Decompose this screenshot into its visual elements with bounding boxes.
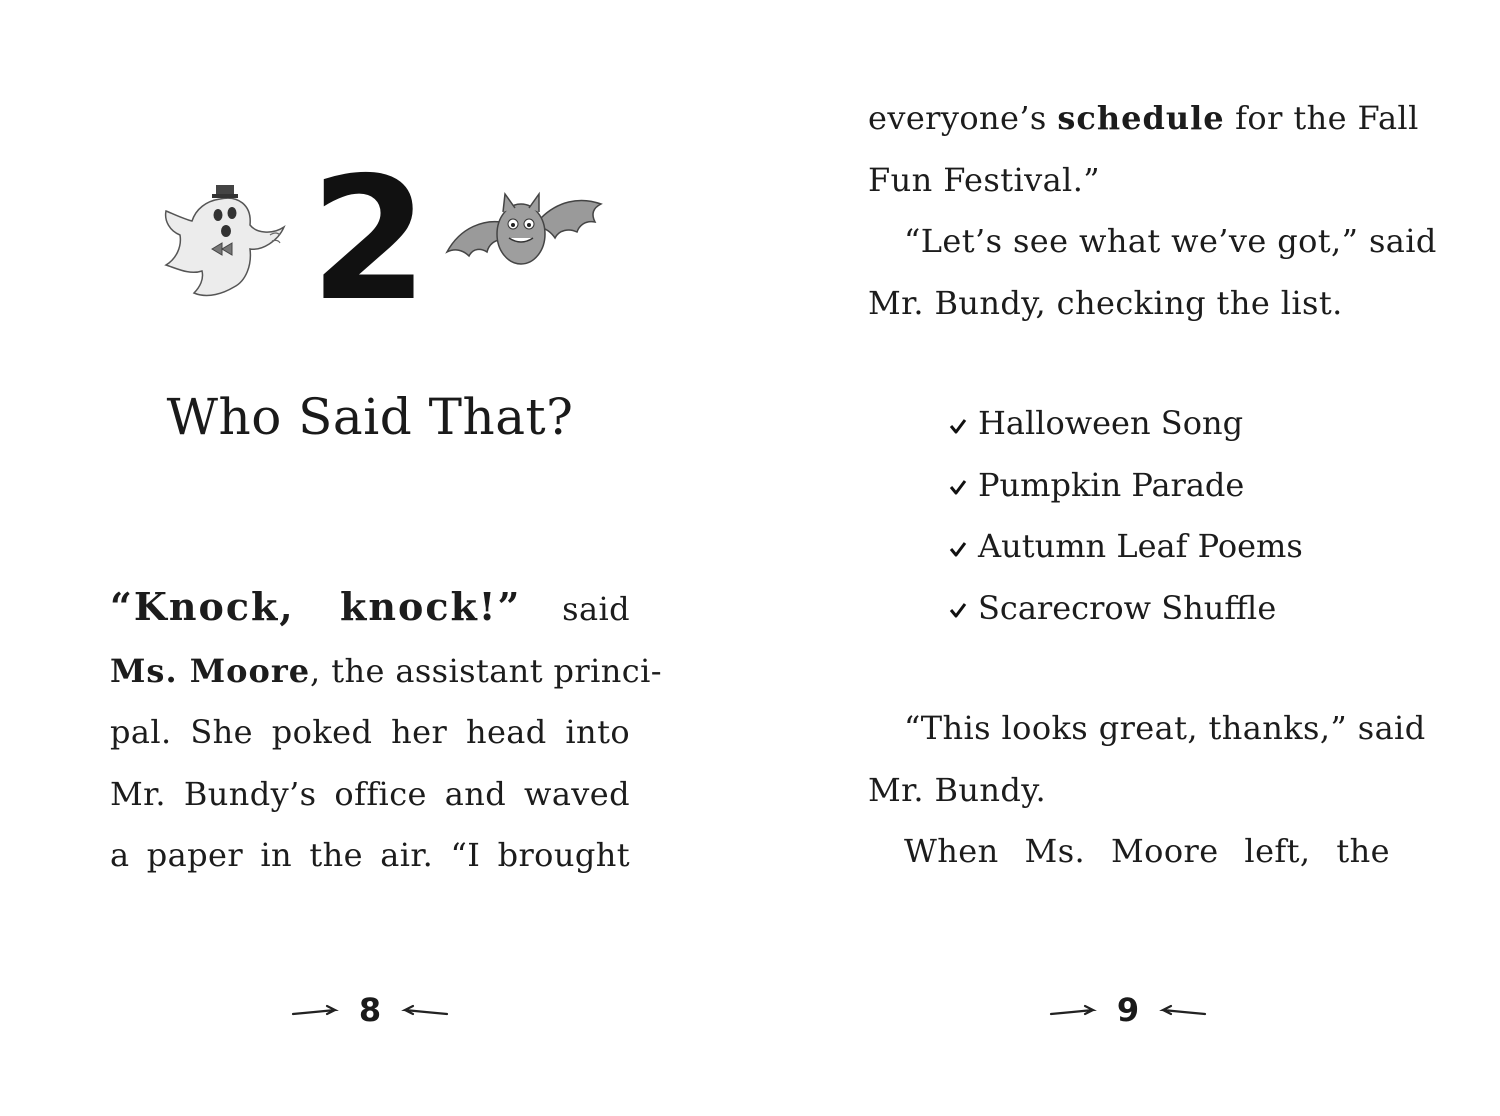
text-line: When Ms. Moore left, the [904, 832, 1390, 870]
list-item-label: Pumpkin Parade [978, 465, 1245, 504]
checkmark-icon [948, 477, 968, 497]
list-item-label: Scarecrow Shuffle [978, 588, 1277, 627]
text-line: Fun Festival.” [868, 160, 1101, 199]
checklist [948, 393, 1303, 639]
chapter-heading [150, 141, 610, 339]
bold-name: Ms. Moore [110, 651, 311, 690]
list-item-label: Autumn Leaf Poems [978, 527, 1303, 565]
list-item [948, 516, 1303, 578]
page-number [1038, 985, 1218, 1035]
checkmark-icon [948, 539, 968, 559]
page-number-text: 9 [1116, 991, 1140, 1029]
bold-word: schedule [1057, 99, 1225, 137]
list-item-label: Halloween Song [978, 404, 1244, 442]
right-body-text-bottom [868, 698, 1426, 883]
swash-right-icon [1153, 1000, 1209, 1020]
text-line: Mr. Bundy’s office and waved [110, 774, 630, 813]
chapter-title: Who Said That? [166, 388, 574, 446]
text-fragment: everyone’s [868, 99, 1058, 137]
bold-phrase: “Knock, knock!” [110, 584, 522, 629]
text-line: “Let’s see what we’ve got,” said [904, 222, 1437, 260]
text-fragment: said [562, 590, 630, 628]
text-line: Mr. Bundy. [868, 770, 1047, 809]
right-body-text-top [868, 88, 1437, 334]
checkmark-icon [948, 600, 968, 620]
chapter-number: 2 [310, 141, 425, 339]
text-line: a paper in the air. “I brought [110, 836, 630, 874]
text-line [110, 641, 662, 703]
swash-left-icon [1047, 1000, 1103, 1020]
swash-left-icon [289, 1000, 345, 1020]
bat-icon [445, 182, 605, 277]
left-body-text [110, 576, 662, 887]
right-page [750, 0, 1500, 1116]
list-item [948, 393, 1303, 455]
checkmark-icon [948, 416, 968, 436]
swash-right-icon [395, 1000, 451, 1020]
ghost-icon [160, 175, 292, 305]
text-fragment: for the Fall [1224, 99, 1419, 137]
text-line: pal. She poked her head into [110, 713, 630, 751]
list-item [948, 455, 1303, 517]
text-line [868, 88, 1419, 150]
list-item [948, 578, 1303, 640]
text-line: “This looks great, thanks,” said [904, 709, 1426, 747]
page-number-text: 8 [358, 991, 382, 1029]
text-fragment: , the assistant princi- [310, 651, 662, 690]
text-line: Mr. Bundy, checking the list. [868, 283, 1343, 322]
page-number [280, 985, 460, 1035]
text-line [110, 576, 630, 641]
